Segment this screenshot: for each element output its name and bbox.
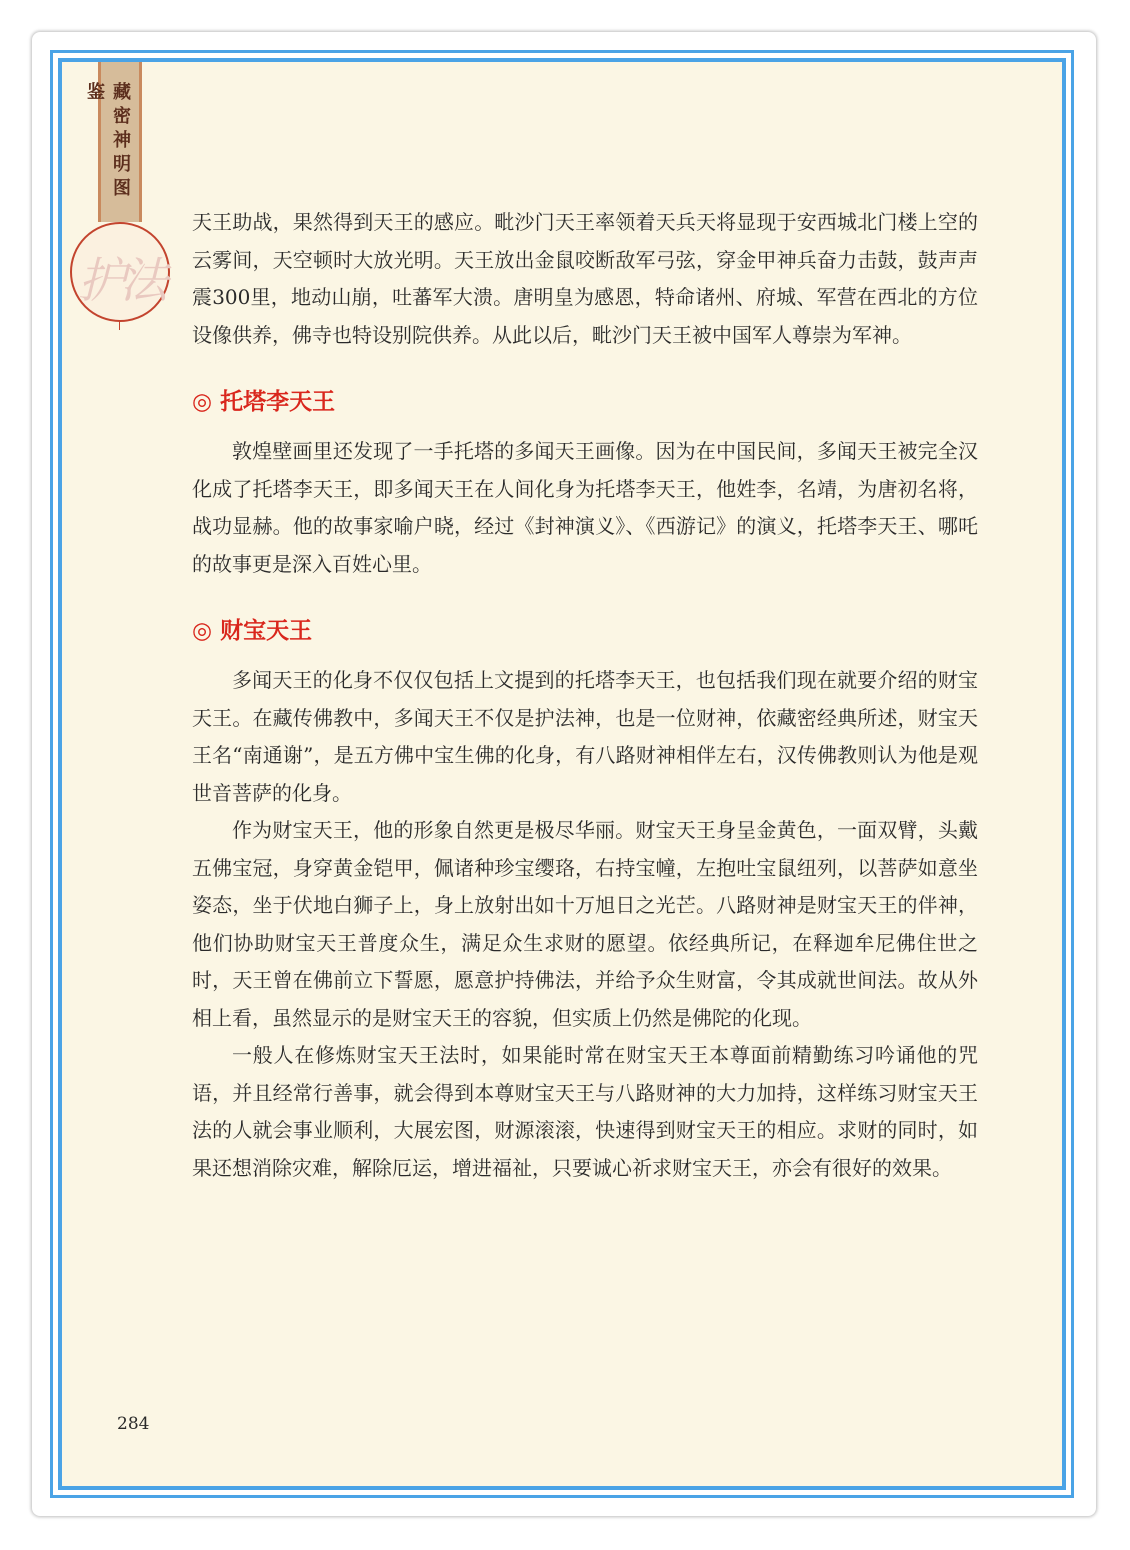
page-number: 284: [117, 1414, 150, 1434]
section-heading-caibao: ◎ 财宝天王: [192, 618, 313, 644]
section-heading-tuota: ◎ 托塔李天王: [192, 389, 336, 415]
page-content: [192, 204, 978, 1187]
paragraph-caibao-3: 一般人在修炼财宝天王法时，如果能时常在财宝天王本尊面前精勤练习吟诵他的咒语，并且经常行善事，就会得到本尊财宝天王与八路财神的大力加持，这样练习财宝天王法的人就会事业顺利，大展宏图，财源滚滚，快速得到财宝天王的相应。求财的同时，如果还想消除灾难，解除厄运，增进福祉，只要诚心祈求财宝天王，亦会有很好的效果。: [192, 1043, 978, 1180]
book-title-vertical: 藏密神明图鉴: [84, 82, 131, 202]
seal-text: 护法: [78, 253, 163, 309]
paragraph-caibao-2: 作为财宝天王，他的形象自然更是极尽华丽。财宝天王身呈金黄色，一面双臂，头戴五佛宝冠，身穿黄金铠甲，佩诸种珍宝缨珞，右持宝幢，左抱吐宝鼠纽列，以菩萨如意坐姿态，坐于伏地白狮子上，身上放射出如十万旭日之光芒。八路财神是财宝天王的伴神，他们协助财宝天王普度众生，满足众生求财的愿望。依经典所记，在释迦牟尼佛住世之时，天王曾在佛前立下誓愿，愿意护持佛法，并给予众生财富，令其成就世间法。故从外相上看，虽然显示的是财宝天王的容貌，但实质上仍然是佛陀的化现。: [192, 818, 978, 1030]
dharma-seal-emblem: [70, 222, 170, 322]
paragraph-intro: 天王助战，果然得到天王的感应。毗沙门天王率领着天兵天将显现于安西城北门楼上空的云雾间，天空顿时大放光明。天王放出金鼠咬断敌军弓弦，穿金甲神兵奋力击鼓，鼓声声震300里，地动山崩，吐蕃军大溃。唐明皇为感恩，特命诸州、府城、军营在西北的方位设像供养，佛寺也特设别院供养。从此以后，毗沙门天王被中国军人尊崇为军神。: [192, 210, 978, 347]
paragraph-tuota: 敦煌壁画里还发现了一手托塔的多闻天王画像。因为在中国民间，多闻天王被完全汉化成了托塔李天王，即多闻天王在人间化身为托塔李天王，他姓李，名靖，为唐初名将，战功显赫。他的故事家喻户晓，经过《封神演义》、《西游记》的演义，托塔李天王、哪吒的故事更是深入百姓心里。: [192, 439, 978, 576]
chapter-side-tab: [84, 62, 142, 222]
paragraph-caibao-1: 多闻天王的化身不仅仅包括上文提到的托塔李天王，也包括我们现在就要介绍的财宝天王。在藏传佛教中，多闻天王不仅是护法神，也是一位财神，依藏密经典所述，财宝天王名“南通谢”，是五方佛中宝生佛的化身，有八路财神相伴左右，汉传佛教则认为他是观世音菩萨的化身。: [192, 668, 978, 805]
seal-divider-line: [119, 320, 120, 330]
